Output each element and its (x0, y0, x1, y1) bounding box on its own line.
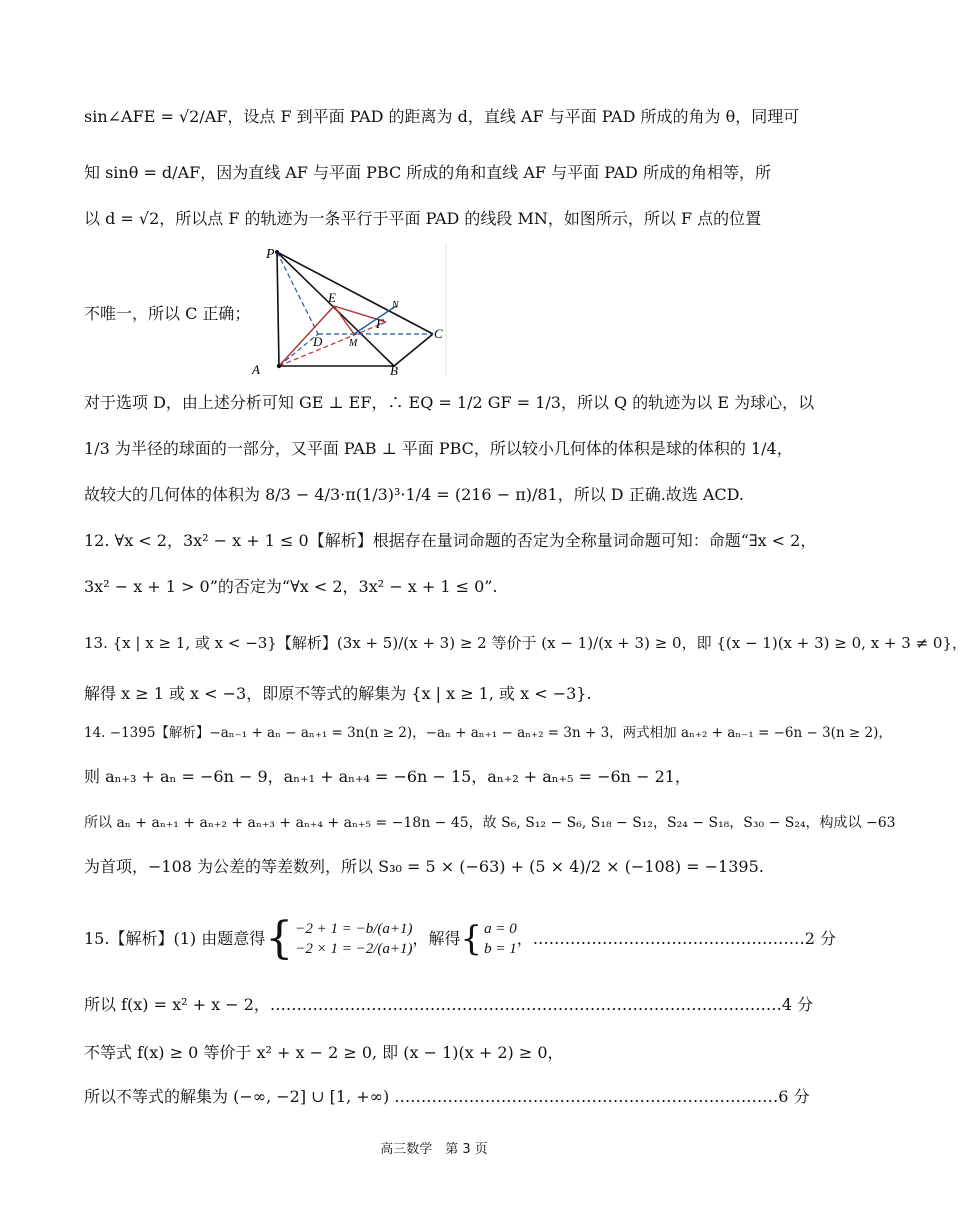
label-N: N (392, 300, 399, 311)
equation-system-1 (265, 913, 413, 964)
problem-12-line-1: 12. ∀x < 2，3x² − x + 1 ≤ 0【解析】根据存在量词命题的否定为全称量词命题可知：命题“∃x < 2， (84, 531, 817, 550)
problem-13-line-2: 解得 x ≥ 1 或 x < −3，即原不等式的解集为 {x | x ≥ 1, 或 x < −3}. (84, 684, 592, 703)
label-P: P (266, 247, 275, 262)
text-line-3: 以 d = √2，所以点 F 的轨迹为一条平行于平面 PAD 的线段 MN，如图所示，所以 F 点的位置 (84, 209, 762, 228)
problem-14-line-4: 为首项，−108 为公差的等差数列，所以 S₃₀ = 5 × (−63) + (5 × 4)/2 × (−108) = −1395. (84, 857, 764, 876)
label-D: D (313, 334, 323, 349)
problem-15-score-1: ，……………………………………………2 分 (516, 929, 837, 948)
edge-PC (277, 252, 433, 334)
problem-15-line-4: 所以不等式的解集为 (−∞, −2] ∪ [1, +∞) ………………………………………………………………6 分 (84, 1087, 810, 1106)
text-line-6: 1/3 为半径的球面的一部分，又平面 PAB ⊥ 平面 PBC，所以较小几何体的体积是球的体积的 1/4， (84, 439, 793, 458)
edge-PA (277, 252, 279, 366)
segment-AE (279, 306, 334, 366)
label-A: A (252, 362, 260, 377)
brace-icon: { (265, 913, 294, 964)
label-M: M (349, 338, 358, 349)
brace-icon: { (460, 919, 483, 959)
segment-AF (279, 322, 386, 366)
edge-BC (394, 334, 433, 366)
problem-14-line-3: 所以 aₙ + aₙ₊₁ + aₙ₊₂ + aₙ₊₃ + aₙ₊₄ + aₙ₊₅ = −18n − 45，故 S₆, S₁₂ − S₆, S₁₈ − S₁₂，S₂₄ − S₁₈，S₃₀ − S₂₄，构成以 −63 (84, 815, 896, 831)
system-1-row-2: −2 × 1 = −2/(a+1) (295, 941, 413, 957)
problem-15-solve-text: ，解得 (412, 929, 461, 948)
problem-15-line-2: 所以 f(x) = x² + x − 2，……………………………………………………………………………………4 分 (84, 995, 814, 1014)
text-line-1: sin∠AFE = √2/AF，设点 F 到平面 PAD 的距离为 d，直线 AF 与平面 PAD 所成的角为 θ，同理可 (84, 107, 800, 126)
problem-15-line-3: 不等式 f(x) ≥ 0 等价于 x² + x − 2 ≥ 0, 即 (x − 1)(x + 2) ≥ 0， (84, 1043, 564, 1062)
edge-PD (277, 252, 318, 334)
problem-14-line-2: 则 aₙ₊₃ + aₙ = −6n − 9，aₙ₊₁ + aₙ₊₄ = −6n − 15，aₙ₊₂ + aₙ₊₅ = −6n − 21， (84, 767, 691, 786)
text-line-4: 不唯一，所以 C 正确； (84, 304, 251, 323)
label-E: E (328, 290, 336, 305)
text-line-5: 对于选项 D，由上述分析可知 GE ⊥ EF，∴ EQ = 1/2 GF = 1/3，所以 Q 的轨迹为以 E 为球心，以 (84, 393, 815, 412)
system-2-row-1: a = 0 (484, 921, 517, 937)
segment-EM (334, 306, 354, 334)
text-line-2: 知 sinθ = d/AF，因为直线 AF 与平面 PBC 所成的角和直线 AF 与平面 PAD 所成的角相等，所 (84, 163, 771, 182)
point-A (277, 364, 281, 368)
label-B: B (390, 363, 398, 378)
label-C: C (434, 326, 443, 341)
problem-15-intro: 15.【解析】(1) 由题意得 (84, 929, 266, 948)
label-F: F (376, 316, 384, 331)
system-2-row-2: b = 1 (484, 941, 517, 957)
problem-14-line-1: 14. −1395【解析】−aₙ₋₁ + aₙ − aₙ₊₁ = 3n(n ≥ 2)，−aₙ + aₙ₊₁ − aₙ₊₂ = 3n + 3，两式相加 aₙ₊₂ + aₙ₋₁ = −6n − 3(n ≥ 2)， (84, 725, 892, 741)
system-1-row-1: −2 + 1 = −b/(a+1) (295, 921, 413, 937)
page-footer: 高三数学 第 3 页 (380, 1142, 488, 1157)
pyramid-figure (246, 244, 446, 376)
problem-12-line-2: 3x² − x + 1 > 0”的否定为“∀x < 2，3x² − x + 1 ≤ 0”. (84, 577, 498, 596)
equation-system-2 (461, 917, 517, 961)
point-P (275, 250, 279, 254)
problem-15-line-1 (84, 904, 837, 974)
problem-13-line-1: 13. {x | x ≥ 1, 或 x < −3}【解析】(3x + 5)/(x + 3) ≥ 2 等价于 (x − 1)/(x + 3) ≥ 0，即 {(x − 1)(x + 3) ≥ 0, x + 3 ≠ 0}， (84, 634, 967, 652)
text-line-7: 故较大的几何体的体积为 8/3 − 4/3·π(1/3)³·1/4 = (216 − π)/81，所以 D 正确.故选 ACD. (84, 485, 745, 504)
segment-MN (354, 306, 396, 334)
